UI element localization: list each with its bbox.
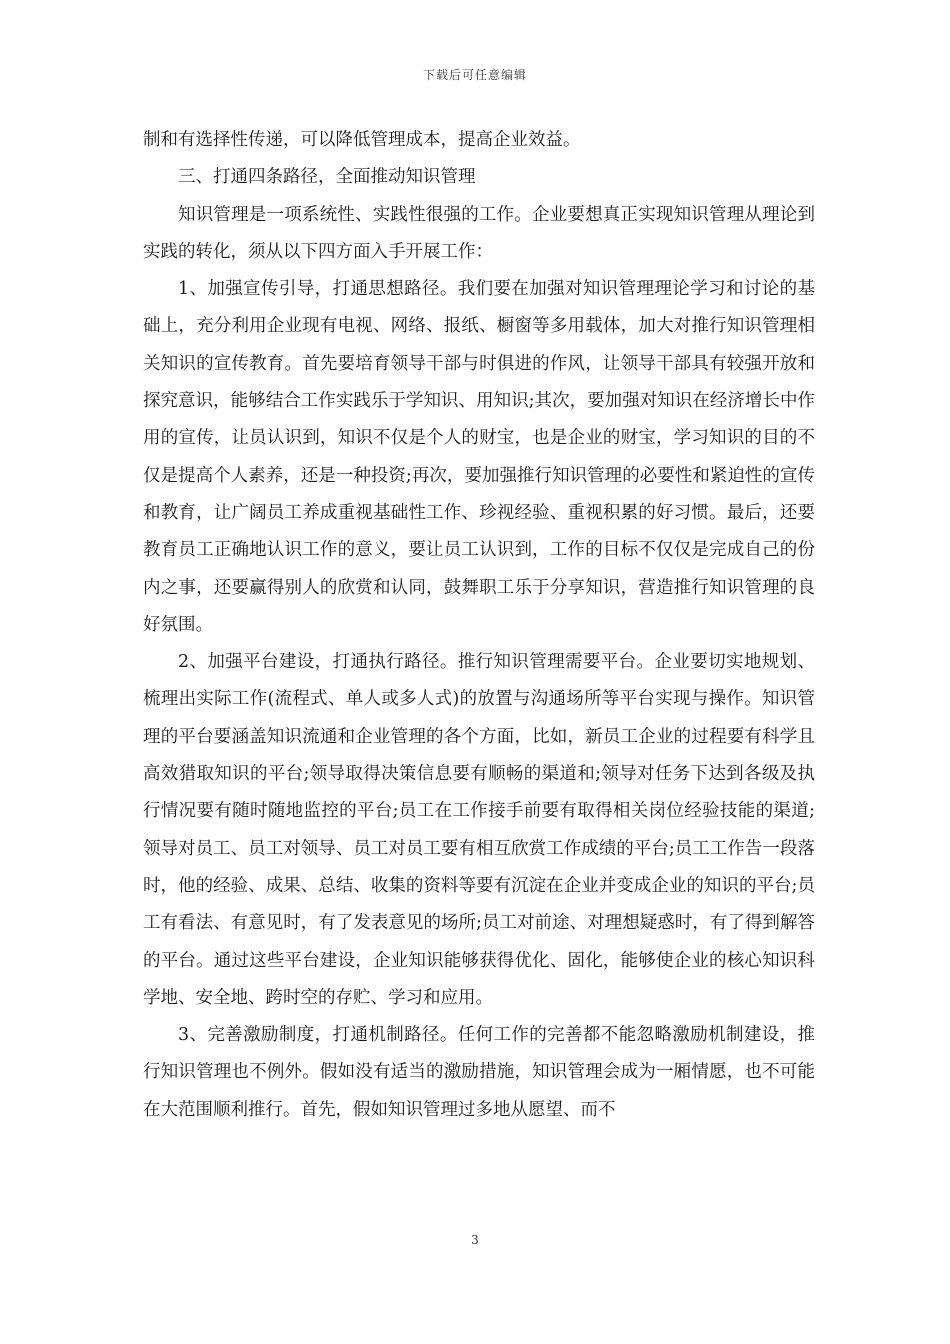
page-header: 下载后可任意编辑 (422, 68, 527, 82)
section-heading: 三、打通四条路径，全面推动知识管理 (178, 167, 476, 188)
page-number: 3 (471, 1233, 479, 1247)
paragraph-item-3: 3、完善激励制度，打通机制路径。任何工作的完善都不能忽略激励机制建设，推行知识管理也不例外。假如没有适当的激励措施，知识管理会成为一厢情愿，也不可能在大范围顺利推行。首先，假如知识管理过多地从愿望、而不 (143, 1025, 815, 1120)
paragraph-item-2: 2、加强平台建设，打通执行路径。推行知识管理需要平台。企业要切实地规划、梳理出实际工作(流程式、单人或多人式)的放置与沟通场所等平台实现与操作。知识管理的平台要涵盖知识流通和企业管理的各个方面，比如，新员工企业的过程要有科学且高效猎取知识的平台;领导取得决策信息要有顺畅的渠道和;领导对任务下达到各级及执行情况要有随时随地监控的平台;员工在工作接手前要有取得相关岗位经验技能的渠道;领导对员工、员工对领导、员工对员工要有相互欣赏工作成绩的平台;员工工作告一段落时，他的经验、成果、总结、收集的资料等要有沉淀在企业并变成企业的知识的平台;员工有看法、有意见时，有了发表意见的场所;员工对前途、对理想疑惑时，有了得到解答的平台。通过这些平台建设，企业知识能够获得优化、固化，能够使企业的核心知识科学地、安全地、跨时空的存贮、学习和应用。 (143, 652, 815, 1008)
body-text (143, 122, 815, 1129)
paragraph-item-1: 1、加强宣传引导，打通思想路径。我们要在加强对知识管理理论学习和讨论的基础上，充分利用企业现有电视、网络、报纸、橱窗等多用载体，加大对推行知识管理相关知识的宣传教育。首先要培育领导干部与时俱进的作风，让领导干部具有较强开放和探究意识，能够结合工作实践乐于学知识、用知识;其次，要加强对知识在经济增长中作用的宣传，让员认识到，知识不仅是个人的财宝，也是企业的财宝，学习知识的目的不仅是提高个人素养，还是一种投资;再次，要加强推行知识管理的必要性和紧迫性的宣传和教育，让广阔员工养成重视基础性工作、珍视经验、重视积累的好习惯。最后，还要教育员工正确地认识工作的意义，要让员工认识到，工作的目标不仅仅是完成自己的份内之事，还要赢得别人的欣赏和认同，鼓舞职工乐于分享知识，营造推行知识管理的良好氛围。 (143, 279, 815, 635)
paragraph-continuation: 制和有选择性传递，可以降低管理成本，提高企业效益。 (143, 130, 581, 150)
paragraph-intro: 知识管理是一项系统性、实践性很强的工作。企业要想真正实现知识管理从理论到实践的转化，须从以下四方面入手开展工作： (143, 204, 815, 262)
